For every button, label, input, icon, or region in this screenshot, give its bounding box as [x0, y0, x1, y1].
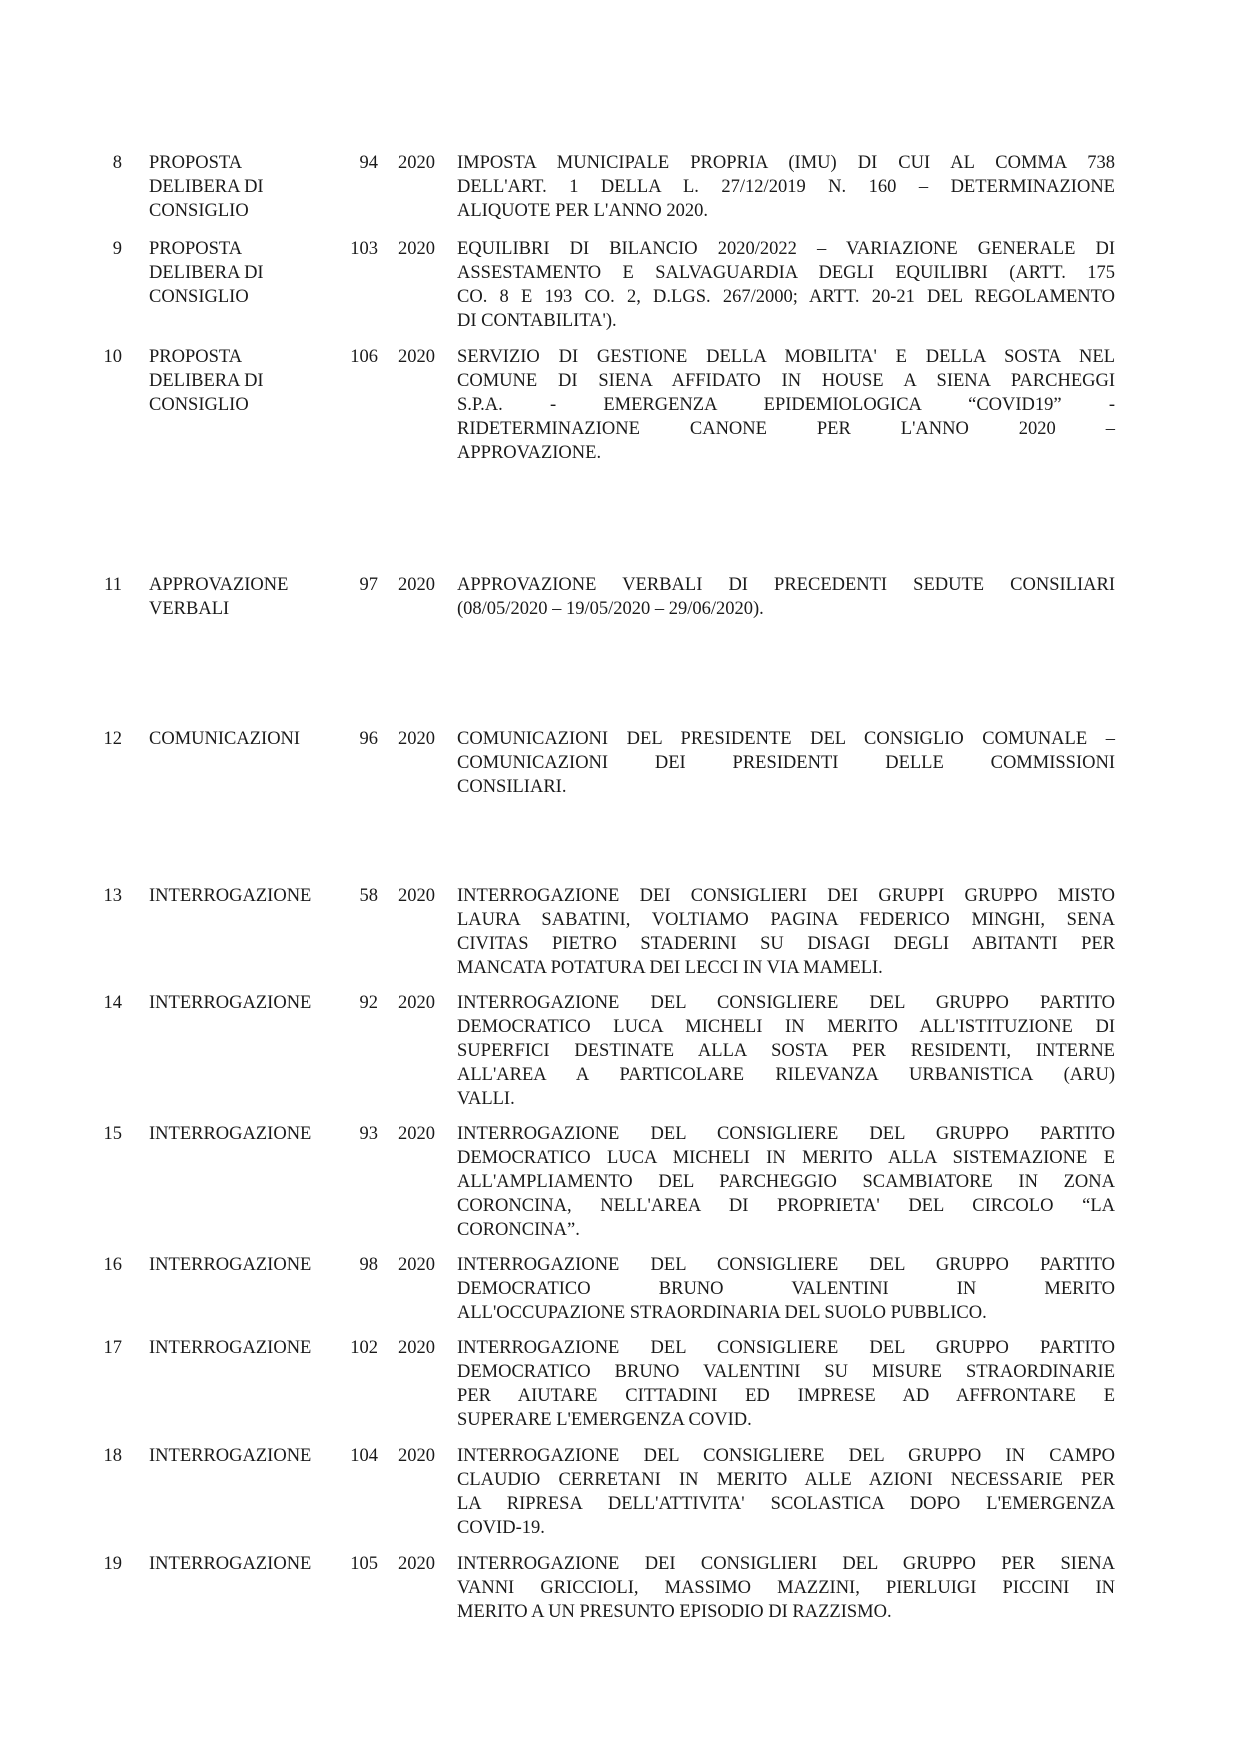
item-type-line: INTERROGAZIONE — [149, 1255, 312, 1275]
item-type-line: VERBALI — [149, 599, 230, 619]
description-line: PER AIUTARE CITTADINI ED IMPRESE AD AFFRONTARE E — [457, 1386, 1115, 1406]
description-line: MANCATA POTATURA DEI LECCI IN VIA MAMELI. — [457, 958, 883, 978]
item-type — [149, 1552, 349, 1576]
description-line: SUPERARE L'EMERGENZA COVID. — [457, 1410, 752, 1430]
description-line: INTERROGAZIONE DEI CONSIGLIERI DEL GRUPPO PER SIENA — [457, 1554, 1115, 1574]
description-line: LAURA SABATINI, VOLTIAMO PAGINA FEDERICO MINGHI, SENA — [457, 910, 1115, 930]
description-line: INTERROGAZIONE DEL CONSIGLIERE DEL GRUPPO PARTITO — [457, 1255, 1115, 1275]
description-line: EQUILIBRI DI BILANCIO 2020/2022 – VARIAZIONE GENERALE DI — [457, 239, 1115, 259]
item-description — [457, 991, 1115, 1111]
item-description — [457, 727, 1115, 799]
item-type — [149, 1336, 349, 1360]
item-type-line: INTERROGAZIONE — [149, 1338, 312, 1358]
item-type — [149, 1122, 349, 1146]
description-line: DEMOCRATICO BRUNO VALENTINI IN MERITO — [457, 1279, 1115, 1299]
description-line: S.P.A. - EMERGENZA EPIDEMIOLOGICA “COVID19” - — [457, 395, 1115, 415]
description-line: IMPOSTA MUNICIPALE PROPRIA (IMU) DI CUI AL COMMA 738 — [457, 153, 1115, 173]
proposal-number: 98 — [359, 1255, 378, 1275]
item-type-line: DELIBERA DI — [149, 371, 264, 391]
proposal-year: 2020 — [398, 1255, 435, 1275]
item-number: 8 — [112, 153, 122, 173]
description-line: COMUNE DI SIENA AFFIDATO IN HOUSE A SIENA PARCHEGGI — [457, 371, 1115, 391]
item-description — [457, 237, 1115, 333]
item-type — [149, 151, 349, 223]
item-type-line: INTERROGAZIONE — [149, 1124, 312, 1144]
description-line: ALL'AMPLIAMENTO DEL PARCHEGGIO SCAMBIATORE IN ZONA — [457, 1172, 1115, 1192]
item-description — [457, 151, 1115, 223]
description-line: ALL'AREA A PARTICOLARE RILEVANZA URBANISTICA (ARU) — [457, 1065, 1115, 1085]
item-number: 10 — [103, 347, 122, 367]
description-line: CIVITAS PIETRO STADERINI SU DISAGI DEGLI ABITANTI PER — [457, 934, 1115, 954]
description-line: LA RIPRESA DELL'ATTIVITA' SCOLASTICA DOPO L'EMERGENZA — [457, 1494, 1115, 1514]
item-type — [149, 1444, 349, 1468]
proposal-number: 58 — [359, 886, 378, 906]
item-description — [457, 1336, 1115, 1432]
item-description — [457, 1122, 1115, 1242]
item-type-line: APPROVAZIONE — [149, 575, 289, 595]
item-description — [457, 1552, 1115, 1624]
proposal-year: 2020 — [398, 347, 435, 367]
proposal-number: 94 — [359, 153, 378, 173]
description-line: DEMOCRATICO LUCA MICHELI IN MERITO ALLA SISTEMAZIONE E — [457, 1148, 1115, 1168]
item-number: 14 — [103, 993, 122, 1013]
description-line: CLAUDIO CERRETANI IN MERITO ALLE AZIONI NECESSARIE PER — [457, 1470, 1115, 1490]
item-type-line: CONSIGLIO — [149, 287, 249, 307]
item-description — [457, 1253, 1115, 1325]
proposal-year: 2020 — [398, 1554, 435, 1574]
item-description — [457, 573, 1115, 621]
item-number: 11 — [104, 575, 122, 595]
description-line: INTERROGAZIONE DEL CONSIGLIERE DEL GRUPPO PARTITO — [457, 993, 1115, 1013]
description-line: COVID-19. — [457, 1518, 545, 1538]
proposal-year: 2020 — [398, 1124, 435, 1144]
item-type-line: CONSIGLIO — [149, 201, 249, 221]
proposal-year: 2020 — [398, 729, 435, 749]
item-type-line: COMUNICAZIONI — [149, 729, 301, 749]
proposal-year: 2020 — [398, 1446, 435, 1466]
description-line: DELL'ART. 1 DELLA L. 27/12/2019 N. 160 – DETERMINAZIONE — [457, 177, 1115, 197]
proposal-number: 92 — [359, 993, 378, 1013]
item-type — [149, 991, 349, 1015]
proposal-number: 96 — [359, 729, 378, 749]
item-type-line: INTERROGAZIONE — [149, 886, 312, 906]
description-line: VANNI GRICCIOLI, MASSIMO MAZZINI, PIERLUIGI PICCINI IN — [457, 1578, 1115, 1598]
item-number: 17 — [103, 1338, 122, 1358]
description-line: COMUNICAZIONI DEL PRESIDENTE DEL CONSIGLIO COMUNALE – — [457, 729, 1115, 749]
description-line: RIDETERMINAZIONE CANONE PER L'ANNO 2020 – — [457, 419, 1115, 439]
proposal-number: 97 — [359, 575, 378, 595]
description-line: INTERROGAZIONE DEL CONSIGLIERE DEL GRUPPO IN CAMPO — [457, 1446, 1115, 1466]
description-line: MERITO A UN PRESUNTO EPISODIO DI RAZZISMO. — [457, 1602, 892, 1622]
item-number: 18 — [103, 1446, 122, 1466]
proposal-year: 2020 — [398, 239, 435, 259]
item-number: 13 — [103, 886, 122, 906]
description-line: INTERROGAZIONE DEL CONSIGLIERE DEL GRUPPO PARTITO — [457, 1338, 1115, 1358]
item-type — [149, 1253, 349, 1277]
item-number: 15 — [103, 1124, 122, 1144]
proposal-year: 2020 — [398, 1338, 435, 1358]
item-type — [149, 573, 349, 621]
description-line: APPROVAZIONE VERBALI DI PRECEDENTI SEDUTE CONSILIARI — [457, 575, 1115, 595]
description-line: INTERROGAZIONE DEI CONSIGLIERI DEI GRUPPI GRUPPO MISTO — [457, 886, 1115, 906]
item-type-line: DELIBERA DI — [149, 177, 264, 197]
proposal-number: 106 — [350, 347, 378, 367]
description-line: SERVIZIO DI GESTIONE DELLA MOBILITA' E DELLA SOSTA NEL — [457, 347, 1115, 367]
description-line: CONSILIARI. — [457, 777, 567, 797]
description-line: DI CONTABILITA'). — [457, 311, 617, 331]
description-line: DEMOCRATICO BRUNO VALENTINI SU MISURE STRAORDINARIE — [457, 1362, 1115, 1382]
description-line: ALIQUOTE PER L'ANNO 2020. — [457, 201, 709, 221]
description-line: INTERROGAZIONE DEL CONSIGLIERE DEL GRUPPO PARTITO — [457, 1124, 1115, 1144]
item-type-line: INTERROGAZIONE — [149, 1446, 312, 1466]
description-line: SUPERFICI DESTINATE ALLA SOSTA PER RESIDENTI, INTERNE — [457, 1041, 1115, 1061]
description-line: VALLI. — [457, 1089, 515, 1109]
proposal-year: 2020 — [398, 153, 435, 173]
item-type-line: DELIBERA DI — [149, 263, 264, 283]
proposal-number: 105 — [350, 1554, 378, 1574]
item-description — [457, 345, 1115, 465]
proposal-number: 93 — [359, 1124, 378, 1144]
item-type — [149, 237, 349, 309]
description-line: ALL'OCCUPAZIONE STRAORDINARIA DEL SUOLO PUBBLICO. — [457, 1303, 987, 1323]
item-type-line: PROPOSTA — [149, 347, 243, 367]
proposal-number: 103 — [350, 239, 378, 259]
proposal-year: 2020 — [398, 993, 435, 1013]
item-number: 12 — [103, 729, 122, 749]
proposal-number: 102 — [350, 1338, 378, 1358]
item-type-line: PROPOSTA — [149, 239, 243, 259]
item-description — [457, 1444, 1115, 1540]
item-number: 19 — [103, 1554, 122, 1574]
description-line: CO. 8 E 193 CO. 2, D.LGS. 267/2000; ARTT. 20-21 DEL REGOLAMENTO — [457, 287, 1115, 307]
proposal-year: 2020 — [398, 886, 435, 906]
item-description — [457, 884, 1115, 980]
item-number: 9 — [112, 239, 122, 259]
item-number: 16 — [103, 1255, 122, 1275]
item-type-line: INTERROGAZIONE — [149, 993, 312, 1013]
proposal-year: 2020 — [398, 575, 435, 595]
item-type — [149, 727, 349, 751]
item-type — [149, 345, 349, 417]
description-line: APPROVAZIONE. — [457, 443, 602, 463]
item-type-line: INTERROGAZIONE — [149, 1554, 312, 1574]
description-line: (08/05/2020 – 19/05/2020 – 29/06/2020). — [457, 599, 764, 619]
description-line: COMUNICAZIONI DEI PRESIDENTI DELLE COMMISSIONI — [457, 753, 1115, 773]
item-type — [149, 884, 349, 908]
item-type-line: PROPOSTA — [149, 153, 243, 173]
description-line: CORONCINA, NELL'AREA DI PROPRIETA' DEL CIRCOLO “LA — [457, 1196, 1115, 1216]
item-type-line: CONSIGLIO — [149, 395, 249, 415]
description-line: CORONCINA”. — [457, 1220, 580, 1240]
proposal-number: 104 — [350, 1446, 378, 1466]
description-line: ASSESTAMENTO E SALVAGUARDIA DEGLI EQUILIBRI (ARTT. 175 — [457, 263, 1115, 283]
description-line: DEMOCRATICO LUCA MICHELI IN MERITO ALL'ISTITUZIONE DI — [457, 1017, 1115, 1037]
